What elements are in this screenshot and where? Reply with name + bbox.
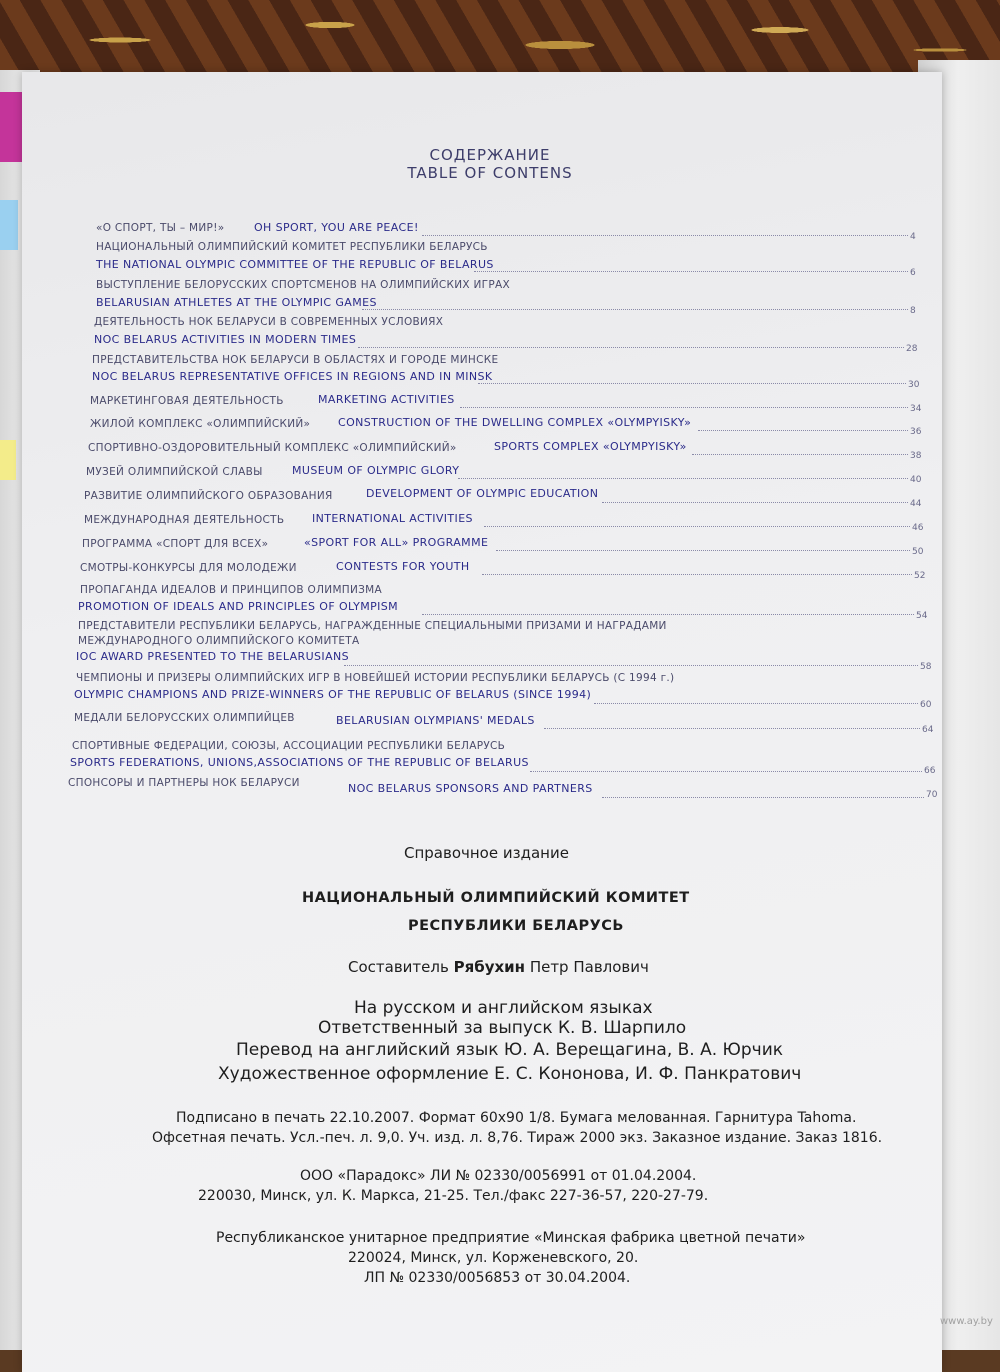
toc-entry-ru: ЖИЛОЙ КОМПЛЕКС «ОЛИМПИЙСКИЙ» — [90, 418, 311, 430]
toc-leader — [478, 382, 906, 384]
toc-leader — [698, 429, 908, 431]
toc-entry-ru: МАРКЕТИНГОВАЯ ДЕЯТЕЛЬНОСТЬ — [90, 395, 284, 407]
toc-entry-ru: СПОРТИВНО-ОЗДОРОВИТЕЛЬНЫЙ КОМПЛЕКС «ОЛИМПИЙСКИЙ» — [88, 442, 457, 454]
toc-entry-en: MARKETING ACTIVITIES — [318, 393, 455, 406]
toc-entry-ru: «О СПОРТ, ТЫ – МИР!» — [96, 222, 225, 234]
toc-leader — [496, 549, 910, 551]
toc-entry-en: NOC BELARUS ACTIVITIES IN MODERN TIMES — [94, 333, 357, 346]
toc-page-number: 58 — [920, 662, 932, 672]
toc-entry-ru: НАЦИОНАЛЬНЫЙ ОЛИМПИЙСКИЙ КОМИТЕТ РЕСПУБЛИКИ БЕЛАРУСЬ — [96, 241, 488, 253]
printer-line3: ЛП № 02330/0056853 от 30.04.2004. — [364, 1270, 631, 1286]
toc-leader — [602, 501, 908, 503]
toc-entry-en: OH SPORT, YOU ARE PEACE! — [254, 221, 419, 234]
toc-entry-ru: ПРОПАГАНДА ИДЕАЛОВ И ПРИНЦИПОВ ОЛИМПИЗМА — [80, 584, 383, 596]
toc-page-number: 50 — [912, 547, 924, 557]
printer-line2: 220024, Минск, ул. Корженевского, 20. — [348, 1250, 639, 1266]
toc-title-ru: СОДЕРЖАНИЕ — [429, 146, 551, 164]
toc-entry-ru: МЕДАЛИ БЕЛОРУССКИХ ОЛИМПИЙЦЕВ — [74, 712, 295, 724]
toc-entry-ru: ПРЕДСТАВИТЕЛИ РЕСПУБЛИКИ БЕЛАРУСЬ, НАГРАЖДЕННЫЕ СПЕЦИАЛЬНЫМИ ПРИЗАМИ И НАГРАДАМИ — [78, 620, 667, 632]
toc-entry-ru: МЕЖДУНАРОДНАЯ ДЕЯТЕЛЬНОСТЬ — [84, 514, 285, 526]
toc-leader — [460, 406, 908, 408]
toc-page-number: 28 — [906, 344, 918, 354]
toc-page-number: 6 — [910, 268, 916, 278]
toc-leader — [422, 234, 908, 236]
compiler-label: Составитель — [348, 958, 449, 976]
toc-entry-ru: ЧЕМПИОНЫ И ПРИЗЕРЫ ОЛИМПИЙСКИХ ИГР В НОВЕЙШЕЙ ИСТОРИИ РЕСПУБЛИКИ БЕЛАРУСЬ (С 1994 г.) — [76, 672, 675, 684]
toc-entry-en: IOC AWARD PRESENTED TO THE BELARUSIANS — [76, 650, 350, 663]
design-line: Художественное оформление Е. С. Кононова, И. Ф. Панкратович — [218, 1064, 802, 1084]
toc-entry-ru: МУЗЕЙ ОЛИМПИЙСКОЙ СЛАВЫ — [86, 466, 263, 478]
toc-entry-ru: ПРЕДСТАВИТЕЛЬСТВА НОК БЕЛАРУСИ В ОБЛАСТЯХ И ГОРОДЕ МИНСКЕ — [92, 354, 499, 366]
toc-leader — [474, 270, 908, 272]
book-page — [22, 72, 942, 1372]
toc-entry-ru: ВЫСТУПЛЕНИЕ БЕЛОРУССКИХ СПОРТСМЕНОВ НА ОЛИМПИЙСКИХ ИГРАХ — [96, 279, 510, 291]
toc-page-number: 38 — [910, 451, 922, 461]
toc-entry-ru: РАЗВИТИЕ ОЛИМПИЙСКОГО ОБРАЗОВАНИЯ — [84, 490, 333, 502]
toc-page-number: 54 — [916, 611, 928, 621]
toc-page-number: 64 — [922, 725, 934, 735]
toc-leader — [422, 613, 914, 615]
print-details-line1: Подписано в печать 22.10.2007. Формат 60x90 1/8. Бумага мелованная. Гарнитура Tahoma. — [176, 1110, 857, 1126]
toc-title-en: TABLE OF CONTENS — [407, 164, 573, 182]
toc-page-number: 36 — [910, 427, 922, 437]
toc-leader — [344, 664, 918, 666]
toc-leader — [692, 453, 908, 455]
toc-leader — [484, 525, 910, 527]
toc-entry-en: THE NATIONAL OLYMPIC COMMITTEE OF THE REPUBLIC OF BELARUS — [96, 258, 494, 271]
toc-leader — [530, 770, 922, 772]
toc-page-number: 46 — [912, 523, 924, 533]
color-tab-blue — [0, 200, 18, 250]
color-tab-yellow — [0, 440, 16, 480]
toc-entry-ru-continued: МЕЖДУНАРОДНОГО ОЛИМПИЙСКОГО КОМИТЕТА — [78, 635, 360, 647]
translation-line: Перевод на английский язык Ю. А. Верещагина, В. А. Юрчик — [236, 1040, 784, 1060]
toc-page-number: 70 — [926, 790, 938, 800]
toc-page-number: 52 — [914, 571, 926, 581]
publication-title-line2: РЕСПУБЛИКИ БЕЛАРУСЬ — [408, 918, 624, 934]
toc-entry-en: INTERNATIONAL ACTIVITIES — [312, 512, 473, 525]
toc-entry-en: BELARUSIAN OLYMPIANS' MEDALS — [336, 714, 535, 727]
compiler-name: Петр Павлович — [529, 958, 649, 976]
toc-entry-en: PROMOTION OF IDEALS AND PRINCIPLES OF OLYMPISM — [78, 600, 399, 613]
toc-entry-en: NOC BELARUS SPONSORS AND PARTNERS — [348, 782, 593, 795]
toc-leader — [544, 727, 920, 729]
languages-line: На русском и английском языках — [354, 998, 653, 1018]
toc-leader — [358, 346, 904, 348]
toc-leader — [362, 308, 908, 310]
responsible-line: Ответственный за выпуск К. В. Шарпило — [318, 1018, 687, 1038]
toc-page-number: 34 — [910, 404, 922, 414]
toc-entry-ru: ПРОГРАММА «СПОРТ ДЛЯ ВСЕХ» — [82, 538, 269, 550]
print-details-line2: Офсетная печать. Усл.-печ. л. 9,0. Уч. изд. л. 8,76. Тираж 2000 экз. Заказное издание. Заказ 1816. — [152, 1130, 883, 1146]
toc-leader — [602, 796, 924, 798]
toc-leader — [458, 477, 908, 479]
toc-entry-ru: СПОНСОРЫ И ПАРТНЕРЫ НОК БЕЛАРУСИ — [68, 777, 300, 789]
toc-entry-en: CONTESTS FOR YOUTH — [336, 560, 470, 573]
compiler-surname: Рябухин — [453, 958, 526, 976]
toc-entry-ru: СПОРТИВНЫЕ ФЕДЕРАЦИИ, СОЮЗЫ, АССОЦИАЦИИ РЕСПУБЛИКИ БЕЛАРУСЬ — [72, 740, 506, 752]
toc-entry-en: NOC BELARUS REPRESENTATIVE OFFICES IN REGIONS AND IN MINSK — [92, 370, 493, 383]
printer-line1: Республиканское унитарное предприятие «Минская фабрика цветной печати» — [216, 1230, 806, 1246]
toc-page-number: 8 — [910, 306, 916, 316]
toc-entry-en: CONSTRUCTION OF THE DWELLING COMPLEX «OLYMPYISKY» — [338, 416, 692, 429]
edition-type: Справочное издание — [404, 844, 569, 862]
toc-leader — [482, 573, 912, 575]
toc-entry-en: OLYMPIC CHAMPIONS AND PRIZE-WINNERS OF THE REPUBLIC OF BELARUS (SINCE 1994) — [74, 688, 592, 701]
toc-leader — [594, 702, 918, 704]
publisher-line1: ООО «Парадокс» ЛИ № 02330/0056991 от 01.04.2004. — [300, 1168, 697, 1184]
toc-page-number: 60 — [920, 700, 932, 710]
toc-entry-ru: ДЕЯТЕЛЬНОСТЬ НОК БЕЛАРУСИ В СОВРЕМЕННЫХ УСЛОВИЯХ — [94, 316, 444, 328]
publication-title-line1: НАЦИОНАЛЬНЫЙ ОЛИМПИЙСКИЙ КОМИТЕТ — [302, 890, 690, 906]
compiler-line — [348, 958, 649, 976]
toc-entry-en: DEVELOPMENT OF OLYMPIC EDUCATION — [366, 487, 599, 500]
toc-entry-en: MUSEUM OF OLYMPIC GLORY — [292, 464, 460, 477]
toc-page-number: 40 — [910, 475, 922, 485]
toc-page-number: 66 — [924, 766, 936, 776]
toc-page-number: 30 — [908, 380, 920, 390]
publisher-line2: 220030, Минск, ул. К. Маркса, 21-25. Тел./факс 227-36-57, 220-27-79. — [198, 1188, 709, 1204]
watermark: www.ay.by — [940, 1316, 993, 1327]
toc-entry-en: SPORTS COMPLEX «OLYMPYISKY» — [494, 440, 687, 453]
toc-page-number: 4 — [910, 232, 916, 242]
toc-entry-en: BELARUSIAN ATHLETES AT THE OLYMPIC GAMES — [96, 296, 377, 309]
toc-entry-en: SPORTS FEDERATIONS, UNIONS,ASSOCIATIONS OF THE REPUBLIC OF BELARUS — [70, 756, 529, 769]
toc-entry-ru: СМОТРЫ-КОНКУРСЫ ДЛЯ МОЛОДЕЖИ — [80, 562, 297, 574]
toc-page-number: 44 — [910, 499, 922, 509]
toc-entry-en: «SPORT FOR ALL» PROGRAMME — [304, 536, 489, 549]
